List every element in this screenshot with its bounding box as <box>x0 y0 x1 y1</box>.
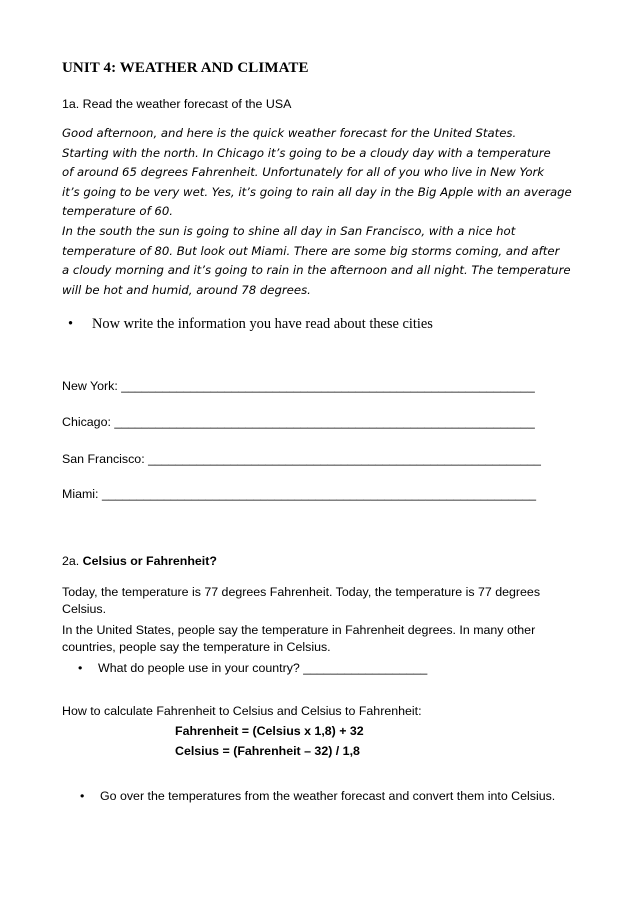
formula-celsius: Celsius = (Fahrenheit – 32) / 1,8 <box>175 744 360 758</box>
exercise-2a-title: Celsius or Fahrenheit? <box>82 554 217 568</box>
temperature-paragraph-1 <box>62 584 582 618</box>
forecast-paragraph-2 <box>62 222 592 300</box>
answer-label: Miami: <box>62 487 99 501</box>
answer-line-chicago[interactable] <box>62 414 535 431</box>
forecast-line: will be hot and humid, around 78 degrees. <box>62 282 311 297</box>
answer-blank[interactable]: _________________________________________________________ <box>148 452 541 466</box>
paragraph-line: Today, the temperature is 77 degrees Fahrenheit. Today, the temperature is 77 degrees <box>62 585 541 599</box>
bullet-icon: • <box>80 789 85 803</box>
forecast-line: it’s going to be very wet. Yes, it’s going to rain all day in the Big Apple with an average <box>62 184 572 199</box>
answer-label: San Francisco: <box>62 452 145 466</box>
paragraph-line: Celsius. <box>62 602 107 616</box>
temperature-paragraph-2 <box>62 622 582 656</box>
answer-label: New York: <box>62 379 118 393</box>
paragraph-line: In the United States, people say the temperature in Fahrenheit degrees. In many other <box>62 623 536 637</box>
bullet-icon: • <box>68 316 74 332</box>
forecast-line: a cloudy morning and it’s going to rain in the afternoon and all night. The temperature <box>62 263 571 278</box>
forecast-paragraph-1 <box>62 124 592 222</box>
country-question-text[interactable]: What do people use in your country? __________________ <box>98 661 428 675</box>
forecast-line: temperature of 80. But look out Miami. There are some big storms coming, and after <box>62 243 560 258</box>
write-info-instruction: Now write the information you have read about these cities <box>92 316 433 332</box>
answer-blank[interactable]: ____________________________________________________________ <box>121 379 535 393</box>
convert-task <box>80 788 555 805</box>
forecast-line: Good afternoon, and here is the quick weather forecast for the United States. <box>62 126 517 140</box>
how-to-calculate: How to calculate Fahrenheit to Celsius and Celsius to Fahrenheit: <box>62 704 422 718</box>
country-question[interactable] <box>78 660 427 677</box>
forecast-line: In the south the sun is going to shine all day in San Francisco, with a nice hot <box>62 224 516 238</box>
unit-title: UNIT 4: WEATHER AND CLIMATE <box>62 60 309 76</box>
forecast-line: of around 65 degrees Fahrenheit. Unfortunately for all of you who live in New York <box>62 165 545 180</box>
exercise-1a-instruction: 1a. Read the weather forecast of the USA <box>62 97 292 111</box>
answer-blank[interactable]: _____________________________________________________________ <box>114 415 535 429</box>
answer-label: Chicago: <box>62 415 111 429</box>
answer-line-miami[interactable] <box>62 486 536 503</box>
bullet-icon: • <box>78 661 83 675</box>
paragraph-line: countries, people say the temperature in Celsius. <box>62 640 331 654</box>
exercise-2a-prefix: 2a. <box>62 554 83 568</box>
forecast-line: temperature of 60. <box>62 204 174 219</box>
convert-task-text: Go over the temperatures from the weather forecast and convert them into Celsius. <box>100 789 556 803</box>
answer-blank[interactable]: _______________________________________________________________ <box>101 487 537 501</box>
answer-line-new-york[interactable] <box>62 378 535 395</box>
exercise-2a-heading <box>62 553 217 570</box>
formula-fahrenheit: Fahrenheit = (Celsius x 1,8) + 32 <box>175 724 364 738</box>
answer-line-san-francisco[interactable] <box>62 451 541 468</box>
forecast-line: Starting with the north. In Chicago it’s going to be a cloudy day with a temperature <box>62 145 551 160</box>
write-info-bullet <box>68 316 433 333</box>
